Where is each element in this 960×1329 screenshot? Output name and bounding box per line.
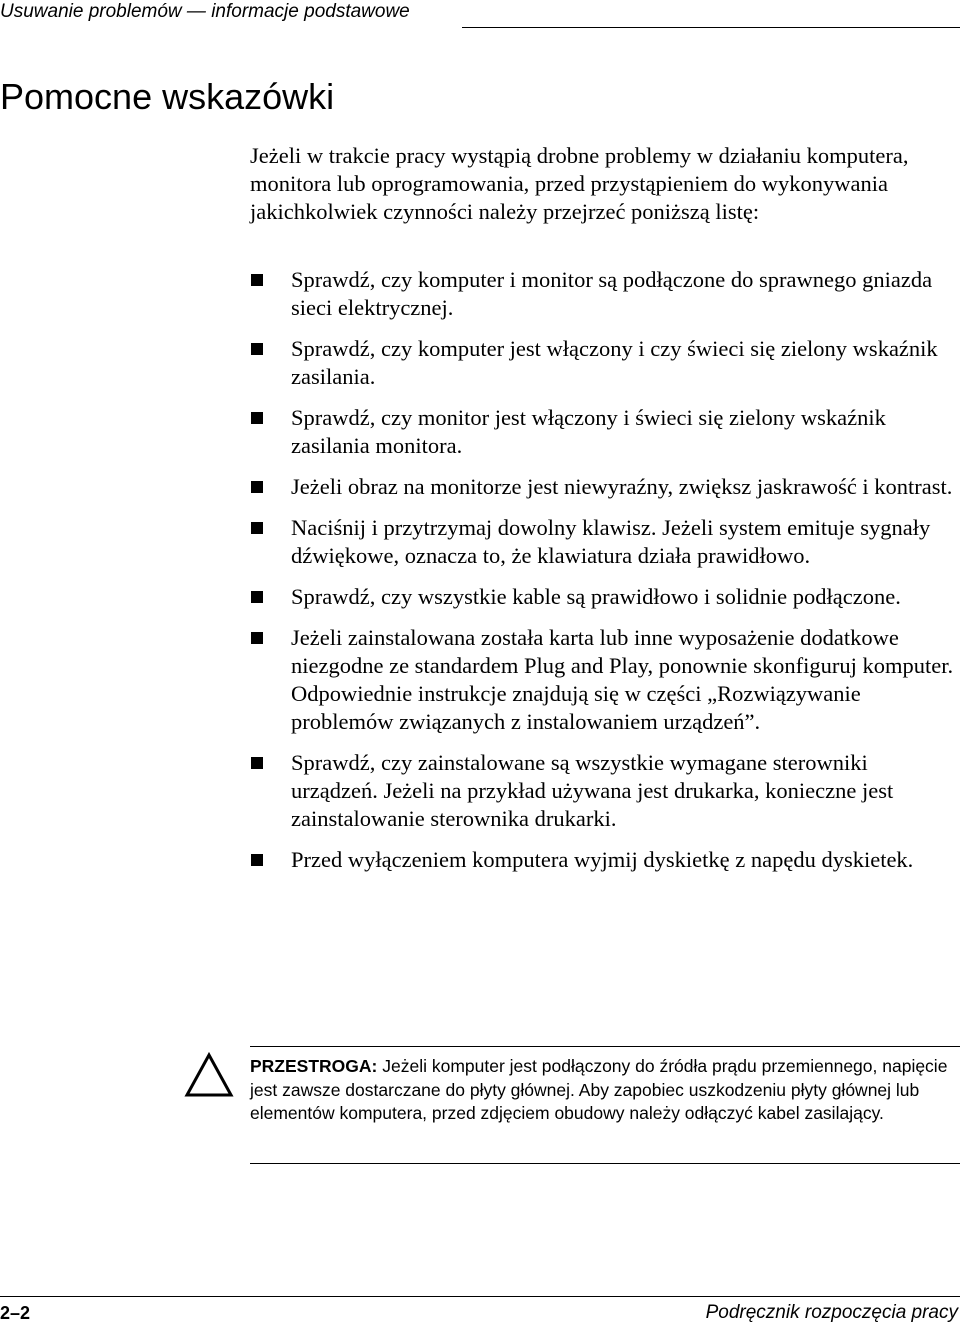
caution-bottom-rule: [250, 1163, 960, 1164]
caution-note: [250, 1055, 950, 1126]
intro-paragraph: Jeżeli w trakcie pracy wystąpią drobne problemy w działaniu komputera, monitora lub oprogramowania, przed przystąpieniem do wykonywania jakichkolwiek czynności należy przejrzeć poniższą listę:: [250, 143, 909, 224]
square-bullet-icon: [251, 757, 263, 769]
caution-body: Jeżeli komputer jest podłączony do źródła prądu przemiennego, napięcie jest zawsze dostarczane do płyty głównej. Aby zapobiec uszkodzeniu płyty głównej lub elementów komputera, przed zdjęciem obudowy należy odłączyć kabel zasilający.: [250, 1056, 948, 1123]
list-item-text: Przed wyłączeniem komputera wyjmij dyskietkę z napędu dyskietek.: [291, 847, 914, 872]
square-bullet-icon: [251, 274, 263, 286]
list-item: [250, 335, 960, 391]
square-bullet-icon: [251, 343, 263, 355]
list-item: [250, 514, 960, 570]
header-rule: [462, 27, 960, 28]
list-item-text: Jeżeli obraz na monitorze jest niewyraźny, zwiększ jaskrawość i kontrast.: [291, 474, 953, 499]
caution-top-rule: [250, 1046, 960, 1047]
running-header: Usuwanie problemów — informacje podstawowe: [0, 1, 410, 22]
list-item-text: Sprawdź, czy komputer i monitor są podłączone do sprawnego gniazda sieci elektrycznej.: [291, 267, 933, 320]
square-bullet-icon: [251, 632, 263, 644]
square-bullet-icon: [251, 412, 263, 424]
footer-rule: [0, 1296, 960, 1297]
list-item: [250, 473, 960, 501]
list-item: [250, 846, 960, 874]
list-item: [250, 404, 960, 460]
square-bullet-icon: [251, 481, 263, 493]
list-item-text: Sprawdź, czy monitor jest włączony i świeci się zielony wskaźnik zasilania monitora.: [291, 405, 886, 458]
warning-triangle-icon: [184, 1052, 234, 1098]
list-item-text: Naciśnij i przytrzymaj dowolny klawisz. Jeżeli system emituje sygnały dźwiękowe, oznacza to, że klawiatura działa prawidłowo.: [291, 515, 931, 568]
list-item-text: Jeżeli zainstalowana została karta lub inne wyposażenie dodatkowe niezgodne ze standardem Plug and Play, ponownie skonfiguruj komputer. Odpowiednie instrukcje znajdują się w części „Rozwiązywanie problemów związanych z instalowaniem urządzeń”.: [291, 625, 954, 734]
list-item: [250, 749, 960, 833]
list-item-text: Sprawdź, czy komputer jest włączony i czy świeci się zielony wskaźnik zasilania.: [291, 336, 938, 389]
list-item-text: Sprawdź, czy wszystkie kable są prawidłowo i solidnie podłączone.: [291, 584, 901, 609]
list-item: [250, 624, 960, 736]
square-bullet-icon: [251, 591, 263, 603]
square-bullet-icon: [251, 522, 263, 534]
page-title: Pomocne wskazówki: [0, 76, 335, 117]
list-item: [250, 266, 960, 322]
manual-name: Podręcznik rozpoczęcia pracy: [705, 1302, 958, 1323]
tips-list: [250, 266, 960, 887]
caution-label: PRZESTROGA:: [250, 1056, 378, 1076]
list-item: [250, 583, 960, 611]
square-bullet-icon: [251, 854, 263, 866]
list-item-text: Sprawdź, czy zainstalowane są wszystkie wymagane sterowniki urządzeń. Jeżeli na przykład używana jest drukarka, konieczne jest zainstalowanie sterownika drukarki.: [291, 750, 894, 831]
page-number: 2–2: [0, 1303, 31, 1323]
